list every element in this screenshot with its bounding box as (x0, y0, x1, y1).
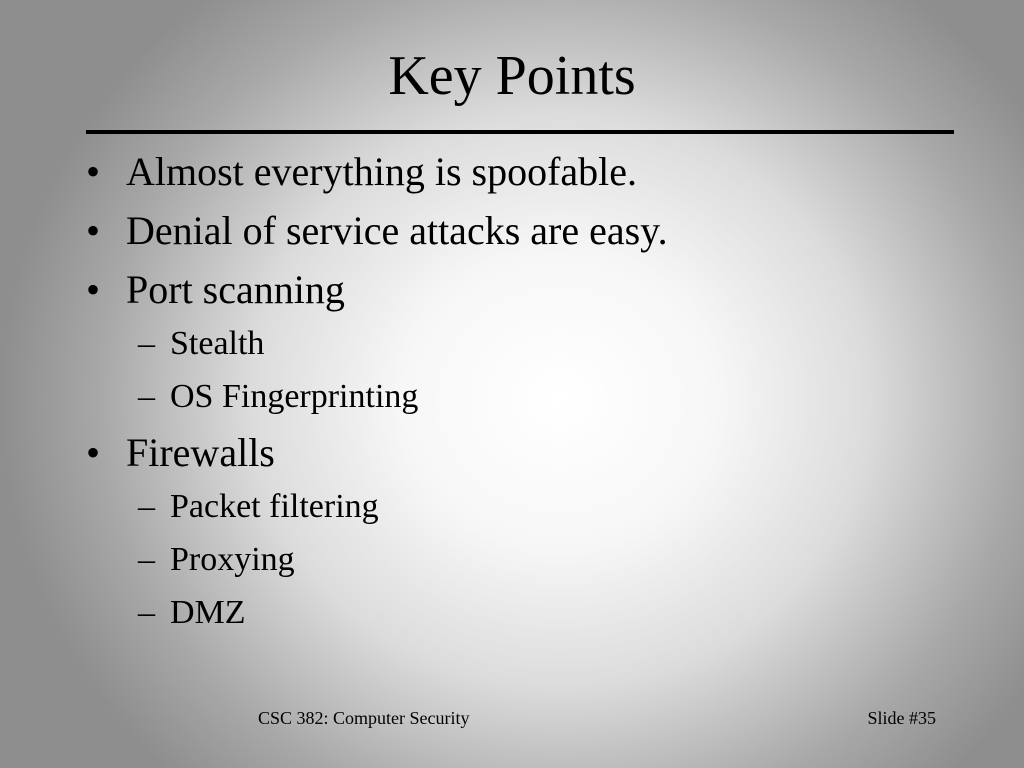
bullet-text: Port scanning (126, 267, 345, 312)
bullet-item (86, 429, 946, 477)
title-divider (86, 130, 954, 134)
sub-bullet-text: DMZ (170, 594, 246, 631)
sub-bullet-marker: – (138, 541, 155, 578)
sub-bullet-list (86, 323, 946, 418)
bullet-marker: • (86, 149, 101, 194)
sub-bullet-marker: – (138, 488, 155, 525)
bullet-list (86, 148, 946, 645)
bullet-text: Denial of service attacks are easy. (126, 208, 668, 253)
bullet-text: Firewalls (126, 430, 275, 475)
sub-bullet-marker: – (138, 325, 155, 362)
sub-bullet-text: Stealth (170, 325, 265, 362)
sub-bullet-text: Packet filtering (170, 488, 379, 525)
sub-bullet-list (86, 486, 946, 634)
bullet-text: Almost everything is spoofable. (126, 149, 638, 194)
slide-title: Key Points (388, 45, 636, 107)
sub-bullet-item (86, 592, 946, 634)
bullet-marker: • (86, 208, 101, 253)
sub-bullet-item (86, 486, 946, 528)
sub-bullet-marker: – (138, 594, 155, 631)
sub-bullet-item (86, 539, 946, 581)
bullet-marker: • (86, 430, 101, 475)
sub-bullet-item (86, 376, 946, 418)
sub-bullet-text: Proxying (170, 541, 295, 578)
bullet-item (86, 148, 946, 196)
bullet-item (86, 266, 946, 314)
footer-slide-number: Slide #35 (867, 708, 936, 728)
bullet-item (86, 207, 946, 255)
footer-course: CSC 382: Computer Security (258, 708, 470, 728)
sub-bullet-marker: – (138, 378, 155, 415)
sub-bullet-item (86, 323, 946, 365)
bullet-marker: • (86, 267, 101, 312)
sub-bullet-text: OS Fingerprinting (170, 378, 419, 415)
